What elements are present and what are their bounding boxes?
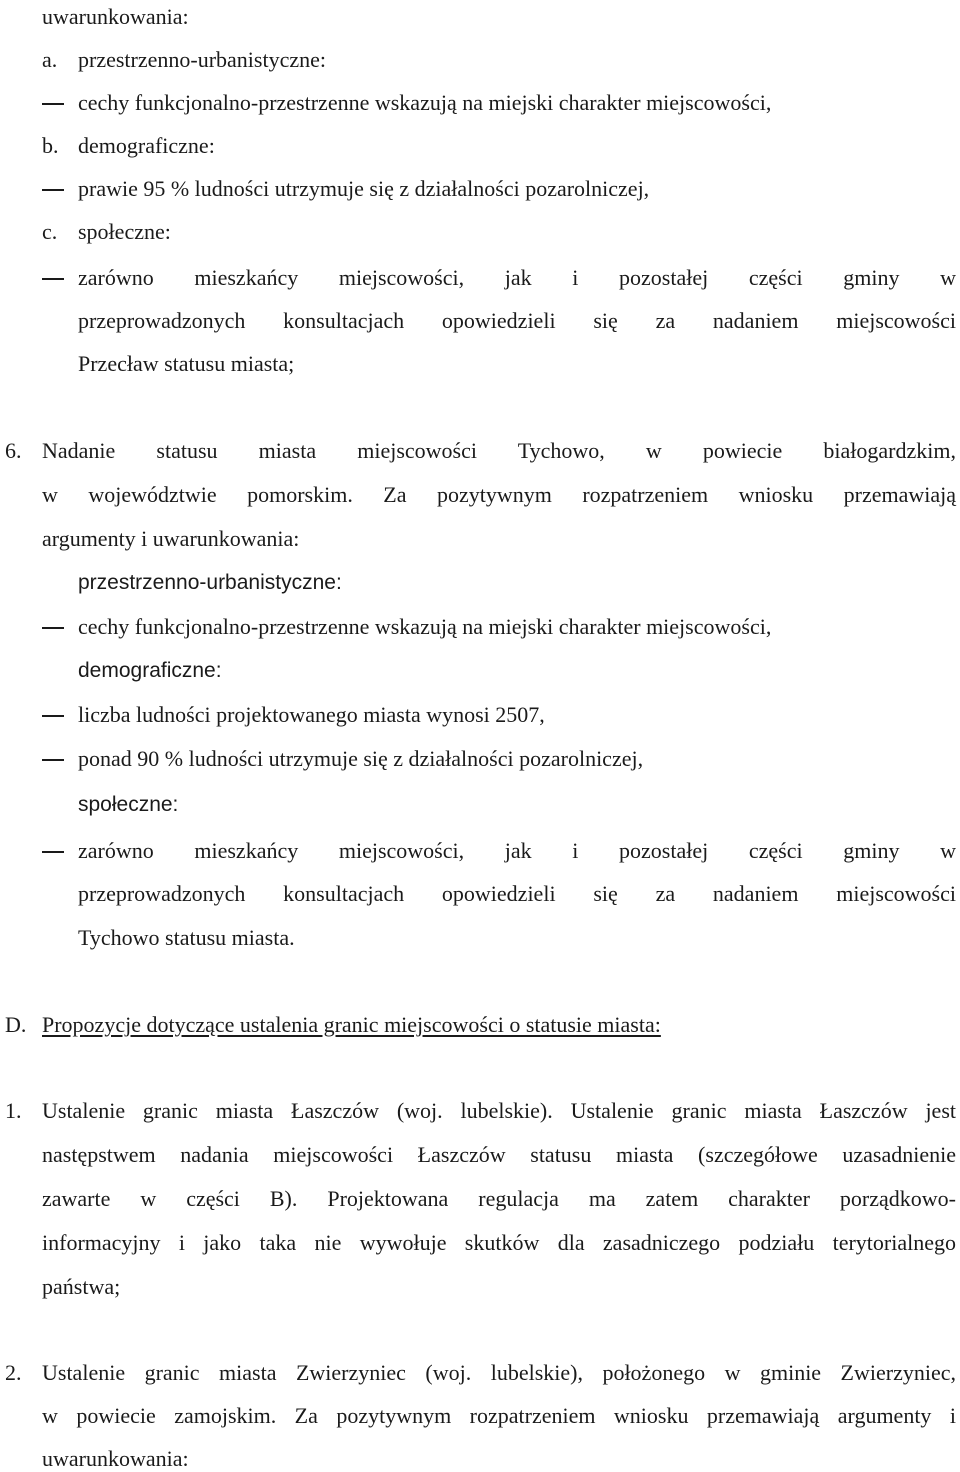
dash-bullet-icon — [42, 90, 64, 116]
paragraph-line: w województwie pomorskim. Za pozytywnym rozpatrzeniem wniosku przemawiają — [42, 482, 956, 507]
dash-bullet-icon — [42, 838, 64, 864]
intro-tail: uwarunkowania: — [42, 4, 189, 29]
item-number: 6. — [5, 438, 22, 463]
dash-bullet-icon — [42, 265, 64, 291]
subheading: demograficzne: — [78, 659, 222, 682]
dash-bullet-icon — [42, 176, 64, 202]
list-label: b. — [42, 133, 59, 158]
paragraph-line: Ustalenie granic miasta Łaszczów (woj. lubelskie). Ustalenie granic miasta Łaszczów jest — [42, 1098, 956, 1123]
paragraph-line: przeprowadzonych konsultacjach opowiedzieli się za nadaniem miejscowości — [78, 308, 956, 333]
paragraph-line: w powiecie zamojskim. Za pozytywnym rozpatrzeniem wniosku przemawiają argumenty i — [42, 1403, 956, 1428]
list-label: a. — [42, 47, 58, 72]
paragraph-line: Nadanie statusu miasta miejscowości Tychowo, w powiecie białogardzkim, — [42, 438, 956, 463]
list-title: przestrzenno-urbanistyczne: — [78, 47, 326, 72]
paragraph-line: następstwem nadania miejscowości Łaszczów statusu miasta (szczegółowe uzasadnienie — [42, 1142, 956, 1167]
subheading: przestrzenno-urbanistyczne: — [78, 571, 342, 594]
dash-bullet-icon — [42, 702, 64, 728]
paragraph-line: Ustalenie granic miasta Zwierzyniec (woj. lubelskie), położonego w gminie Zwierzyniec, — [42, 1360, 956, 1385]
paragraph-line: państwa; — [42, 1274, 121, 1299]
paragraph-line: zarówno mieszkańcy miejscowości, jak i pozostałej części gminy w — [78, 265, 956, 290]
subheading: społeczne: — [78, 793, 179, 816]
paragraph-line: informacyjny i jako taka nie wywołuje skutków dla zasadniczego podziału terytorialnego — [42, 1230, 956, 1255]
list-item-a — [42, 47, 326, 73]
paragraph-line: przeprowadzonych konsultacjach opowiedzieli się za nadaniem miejscowości — [78, 881, 956, 906]
paragraph-line: Przecław statusu miasta; — [78, 351, 295, 376]
document-page: uwarunkowania: a. przestrzenno-urbanistyczne: cechy funkcjonalno-przestrzenne wskazują na miejski charakter miejscowości, b. demograficzne: prawie 95 % ludności utrzymuje się z działalności pozarolniczej, c. społeczne: zarówno mieszkańcy miejscowości, jak i pozostałej części gminy w przeprowadzonych konsultacjach opowiedzieli się za nadaniem miejscowości Przecław statusu miasta; 6. Nadanie statusu miasta miejscowości Tychowo, w powiecie białogardzkim, w województwie pomorskim. Za pozytywnym rozpatrzeniem wniosku przemawiają argumenty i uwarunkowania: przestrzenno-urbanistyczne: cechy funkcjonalno-przestrzenne wskazują na miejski charakter miejscowości, demograficzne: liczba ludności projektowanego miasta wynosi 2507, ponad 90 % ludności utrzymuje się z działalności pozarolniczej, społeczne: zarówno mieszkańcy miejscowości, jak i pozostałej części gminy w przeprowadzonych konsultacjach opowiedzieli się za nadaniem miejscowości Tychowo statusu miasta. D. Propozycje dotyczące ustalenia granic miejscowości o statusie miasta: 1. Ustalenie granic miasta Łaszczów (woj. lubelskie). Ustalenie granic miasta Łaszczów jest następstwem nadania miejscowości Łaszczów statusu miasta (szczegółowe uzasadnienie zawarte w części B). Projektowana regulacja ma zatem charakter porządkowo- informacyjny i jako taka nie wywołuje skutków dla zasadniczego podziału terytorialnego państwa; 2. Ustalenie granic miasta Zwierzyniec (woj. lubelskie), położonego w gminie Zwierzyniec, w powiecie zamojskim. Za pozytywnym rozpatrzeniem wniosku przemawiają argumenty i uwarunkowania: — [5, 4, 956, 1471]
list-title: demograficzne: — [78, 133, 215, 158]
paragraph-line: uwarunkowania: — [42, 1446, 189, 1471]
list-item-c — [42, 219, 171, 245]
item-number: 1. — [5, 1098, 22, 1123]
list-title: społeczne: — [78, 219, 171, 244]
list-item-b — [42, 133, 215, 159]
paragraph-line: Tychowo statusu miasta. — [78, 925, 295, 950]
list-label: c. — [42, 219, 58, 244]
paragraph-line: zawarte w części B). Projektowana regulacja ma zatem charakter porządkowo- — [42, 1186, 956, 1211]
section-label: D. — [5, 1012, 27, 1037]
paragraph-line: zarówno mieszkańcy miejscowości, jak i pozostałej części gminy w — [78, 838, 956, 863]
paragraph-line: argumenty i uwarunkowania: — [42, 526, 300, 551]
dash-bullet-icon — [42, 746, 64, 772]
section-title: Propozycje dotyczące ustalenia granic miejscowości o statusie miasta: — [42, 1012, 661, 1037]
item-number: 2. — [5, 1360, 22, 1385]
dash-bullet-icon — [42, 614, 64, 640]
